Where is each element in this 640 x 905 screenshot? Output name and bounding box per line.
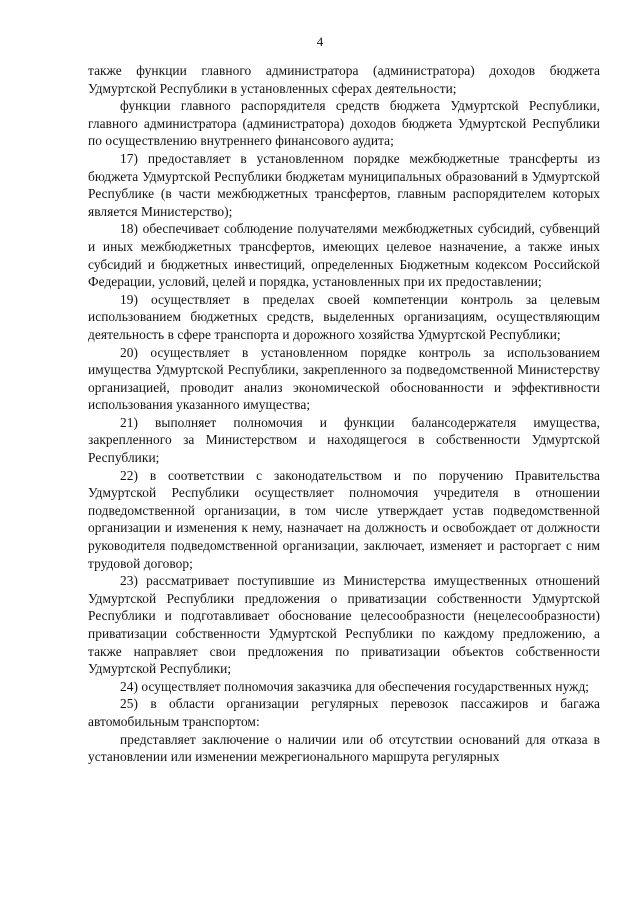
document-paragraph: 23) рассматривает поступившие из Министерства имущественных отношений Удмуртской Республики предложения о приватизации собственности Удмуртской Республики и подготавливает обоснование целесообразности (нецелесообразности) приватизации собственности Удмуртской Республики по каждому предложению, а также направляет свои предложения по приватизации объектов собственности Удмуртской Республики; (88, 573, 600, 677)
document-paragraph: 25) в области организации регулярных перевозок пассажиров и багажа автомобильным транспортом: (88, 696, 600, 729)
document-paragraph: представляет заключение о наличии или об отсутствии оснований для отказа в установлении или изменении межрегионального маршрута регулярных (88, 731, 600, 765)
document-paragraph: 19) осуществляет в пределах своей компетенции контроль за целевым использованием бюджетных средств, выделенных организациям, осуществляющим деятельность в сфере транспорта и дорожного хозяйства Удмуртской Республики; (88, 291, 600, 342)
document-paragraph: функции главного распорядителя средств бюджета Удмуртской Республики, главного администратора (администратора) доходов бюджета Удмуртской Республики по осуществлению внутреннего финансового аудита; (88, 98, 600, 149)
document-paragraph: 18) обеспечивает соблюдение получателями межбюджетных субсидий, субвенций и иных межбюджетных трансфертов, имеющих целевое назначение, а также иных субсидий и бюджетных инвестиций, определенных Бюджетным кодексом Российской Федерации, условий, целей и порядка, установленных при их предоставлении; (88, 221, 600, 290)
document-paragraph: 21) выполняет полномочия и функции балансодержателя имущества, закрепленного за Министерством и находящегося в собственности Удмуртской Республики; (88, 414, 600, 466)
document-body (88, 62, 600, 766)
document-paragraph: 17) предоставляет в установленном порядке межбюджетные трансферты из бюджета Удмуртской Республики бюджетам муниципальных образований в Удмуртской Республике (в части межбюджетных трансфертов, главным распорядителем которых является Министерство); (88, 150, 600, 219)
document-paragraph: 20) осуществляет в установленном порядке контроль за использованием имущества Удмуртской Республики, закрепленного за подведомственной Министерству организацией, проводит анализ экономической обоснованности и эффективности использования указанного имущества; (88, 344, 600, 413)
document-paragraph: 22) в соответствии с законодательством и по поручению Правительства Удмуртской Республики осуществляет полномочия учредителя в отношении подведомственной организации, в том числе утверждает устав подведомственной организации и изменения к нему, назначает на должность и освобождает от должности руководителя подведомственной организации, заключает, изменяет и расторгает с ним трудовой договор; (88, 467, 600, 571)
document-paragraph: 24) осуществляет полномочия заказчика для обеспечения государственных нужд; (120, 678, 590, 694)
document-paragraph: также функции главного администратора (администратора) доходов бюджета Удмуртской Республики в установленных сферах деятельности; (88, 63, 600, 96)
page-number: 4 (316, 34, 324, 49)
